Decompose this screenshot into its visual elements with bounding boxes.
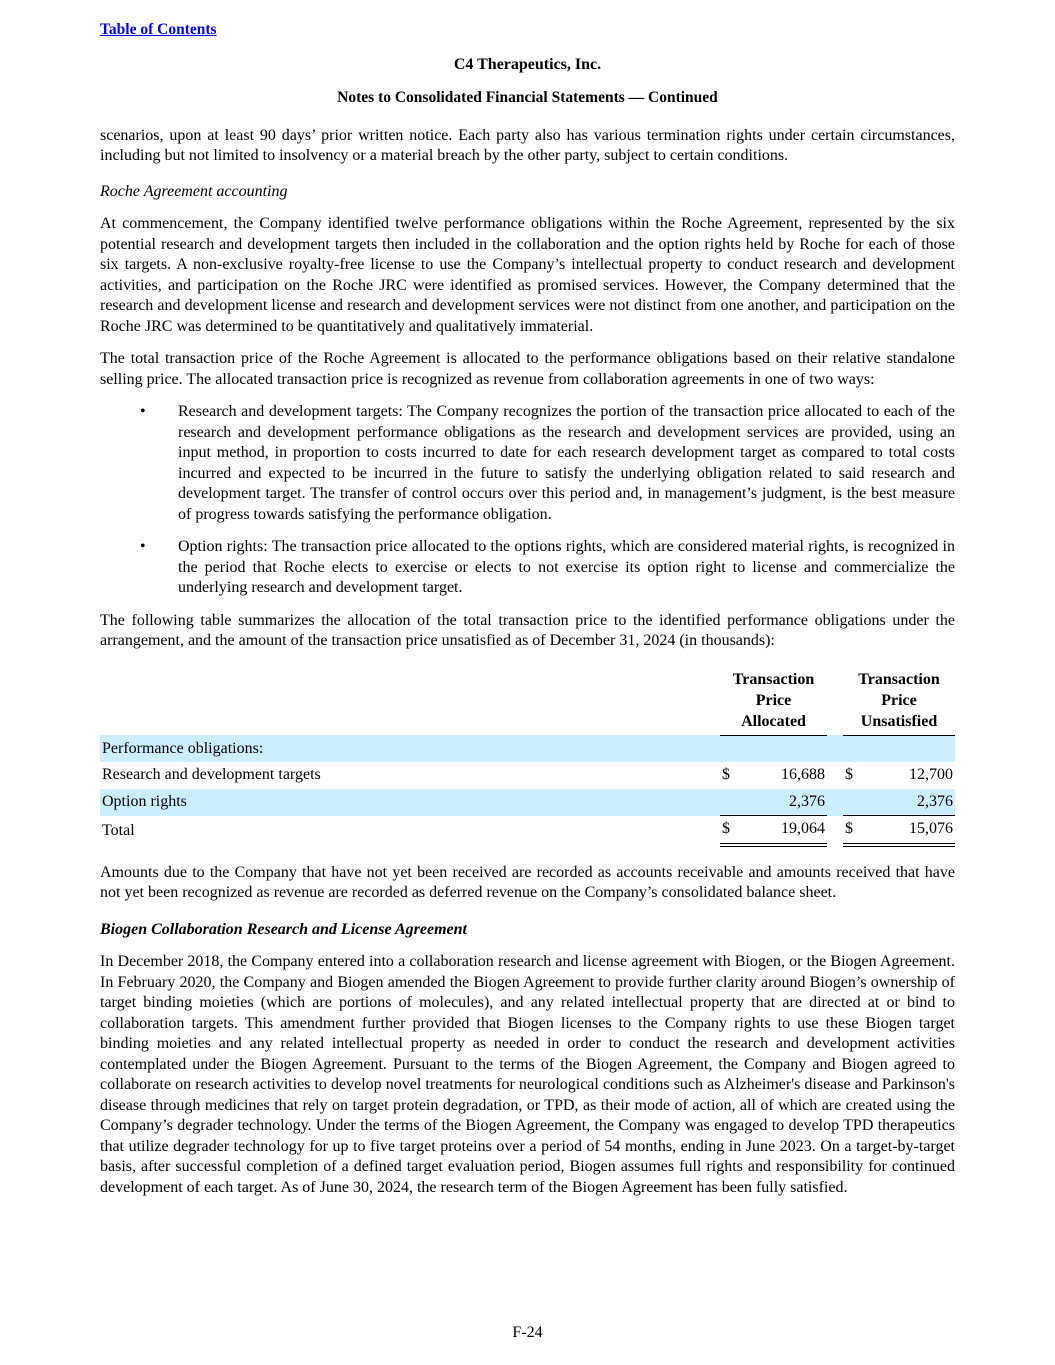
section-heading-biogen-agreement: Biogen Collaboration Research and License Agreement xyxy=(100,920,467,938)
bullet-item-rnd-targets xyxy=(100,402,955,525)
row-label: Research and development targets xyxy=(102,766,321,783)
row-label-total: Total xyxy=(102,822,135,839)
dollar-sign xyxy=(720,789,742,816)
table-of-contents-link[interactable]: Table of Contents xyxy=(100,21,217,38)
dollar-sign: $ xyxy=(845,766,853,783)
dollar-sign xyxy=(843,789,865,816)
section-heading-roche-accounting: Roche Agreement accounting xyxy=(100,182,288,200)
table-row-rnd-targets xyxy=(100,762,955,789)
bullet-text-option-rights: Option rights: The transaction price allocated to the options rights, which are considered material rights, is recognized in the period that Roche elects to exercise or elects to not exercise its option right to license and commercialize the underlying research and development target. xyxy=(178,538,955,596)
document-title: Notes to Consolidated Financial Statements — Continued xyxy=(337,89,718,106)
column-header-allocated: Transaction Price Allocated xyxy=(720,666,827,736)
table-row-total xyxy=(100,816,955,845)
row-label-performance-obligations: Performance obligations: xyxy=(100,735,955,762)
bullet-text-rnd-targets: Research and development targets: The Company recognizes the portion of the transaction price allocated to each of the research and development performance obligations as the research and development services are provided, using an input method, in proportion to costs incurred to date for each research development target as compared to total costs incurred and expected to be incurred in the future to satisfy the underlying obligation related to said research and development target. The transfer of control occurs over this period and, in management’s judgment, is the best measure of progress towards satisfying the performance obligation. xyxy=(178,403,955,523)
dollar-sign: $ xyxy=(843,816,865,845)
paragraph-biogen: In December 2018, the Company entered into a collaboration research and license agreement with Biogen, or the Biogen Agreement. In February 2020, the Company and Biogen amended the Biogen Agreement to provide further clarity around Biogen’s ownership of target binding moieties (which are portions of molecules), and any related intellectual property that are directed at or bind to collaboration targets. This amendment further provided that Biogen licenses to the Company rights to use these Biogen target binding moieties and any related intellectual property as needed in order to conduct the research and development activities contemplated under the Biogen Agreement. Pursuant to the terms of the Biogen Agreement, the Company and Biogen agreed to collaborate on research activities to develop novel treatments for neurological conditions such as Alzheimer's disease and Parkinson's disease through medicines that rely on target protein degradation, or TPD, as their mode of action, all of which are created using the Company’s degrader technology. Under the terms of the Biogen Agreement, the Company was engaged to develop TPD therapeutics that utilize degrader technology for up to five target proteins over a period of 54 months, ending in June 2023. On a target-by-target basis, after successful completion of a defined target evaluation period, Biogen assumes full rights and responsibility for continued development of each target. As of June 30, 2024, the research term of the Biogen Agreement has been fully satisfied. xyxy=(100,953,955,1196)
table-header-row xyxy=(100,666,955,736)
bullet-icon: • xyxy=(140,403,146,420)
page-number: F-24 xyxy=(512,1323,543,1341)
paragraph-continuation: scenarios, upon at least 90 days’ prior written notice. Each party also has various termination rights under certain circumstances, including but not limited to insolvency or a material breach by the other party, subject to certain conditions. xyxy=(100,126,955,164)
paragraph-transaction-price-allocation: The total transaction price of the Roche Agreement is allocated to the performance obligations based on their relative standalone selling price. The allocated transaction price is recognized as revenue from collaboration agreements in one of two ways: xyxy=(100,350,955,388)
company-name: C4 Therapeutics, Inc. xyxy=(453,55,602,73)
bullet-icon: • xyxy=(140,538,146,555)
paragraph-roche-obligations: At commencement, the Company identified twelve performance obligations within the Roche Agreement, represented by the six potential research and development targets then included in the collaboration and the option rights held by Roche for each of those six targets. A non-exclusive royalty-free license to use the Company’s intellectual property to conduct research and development activities, and participation on the Roche JRC were identified as promised services. However, the Company determined that the research and development license and research and development services were not distinct from one another, and participation on the Roche JRC was determined to be quantitatively and qualitatively immaterial. xyxy=(100,215,955,335)
value-allocated: 16,688 xyxy=(781,766,825,783)
table-row-option-rights xyxy=(100,789,955,816)
column-header-unsatisfied: Transaction Price Unsatisfied xyxy=(843,666,955,736)
paragraph-table-intro: The following table summarizes the allocation of the total transaction price to the identified performance obligations under the arrangement, and the amount of the transaction price unsatisfied as of December 31, 2024 (in thousands): xyxy=(100,611,955,649)
value-allocated-total: 19,064 xyxy=(742,816,827,845)
bullet-item-option-rights xyxy=(100,537,955,599)
value-unsatisfied-total: 15,076 xyxy=(865,816,955,845)
dollar-sign: $ xyxy=(720,816,742,845)
transaction-price-table xyxy=(100,666,955,847)
dollar-sign: $ xyxy=(722,766,730,783)
value-allocated: 2,376 xyxy=(742,789,827,816)
value-unsatisfied: 12,700 xyxy=(909,766,953,783)
table-row-section xyxy=(100,735,955,762)
value-unsatisfied: 2,376 xyxy=(865,789,955,816)
row-label: Option rights xyxy=(100,789,710,816)
paragraph-accounts-receivable: Amounts due to the Company that have not yet been received are recorded as accounts receivable and amounts received that have not yet been recognized as revenue are recorded as deferred revenue on the Company’s consolidated balance sheet. xyxy=(100,863,955,901)
